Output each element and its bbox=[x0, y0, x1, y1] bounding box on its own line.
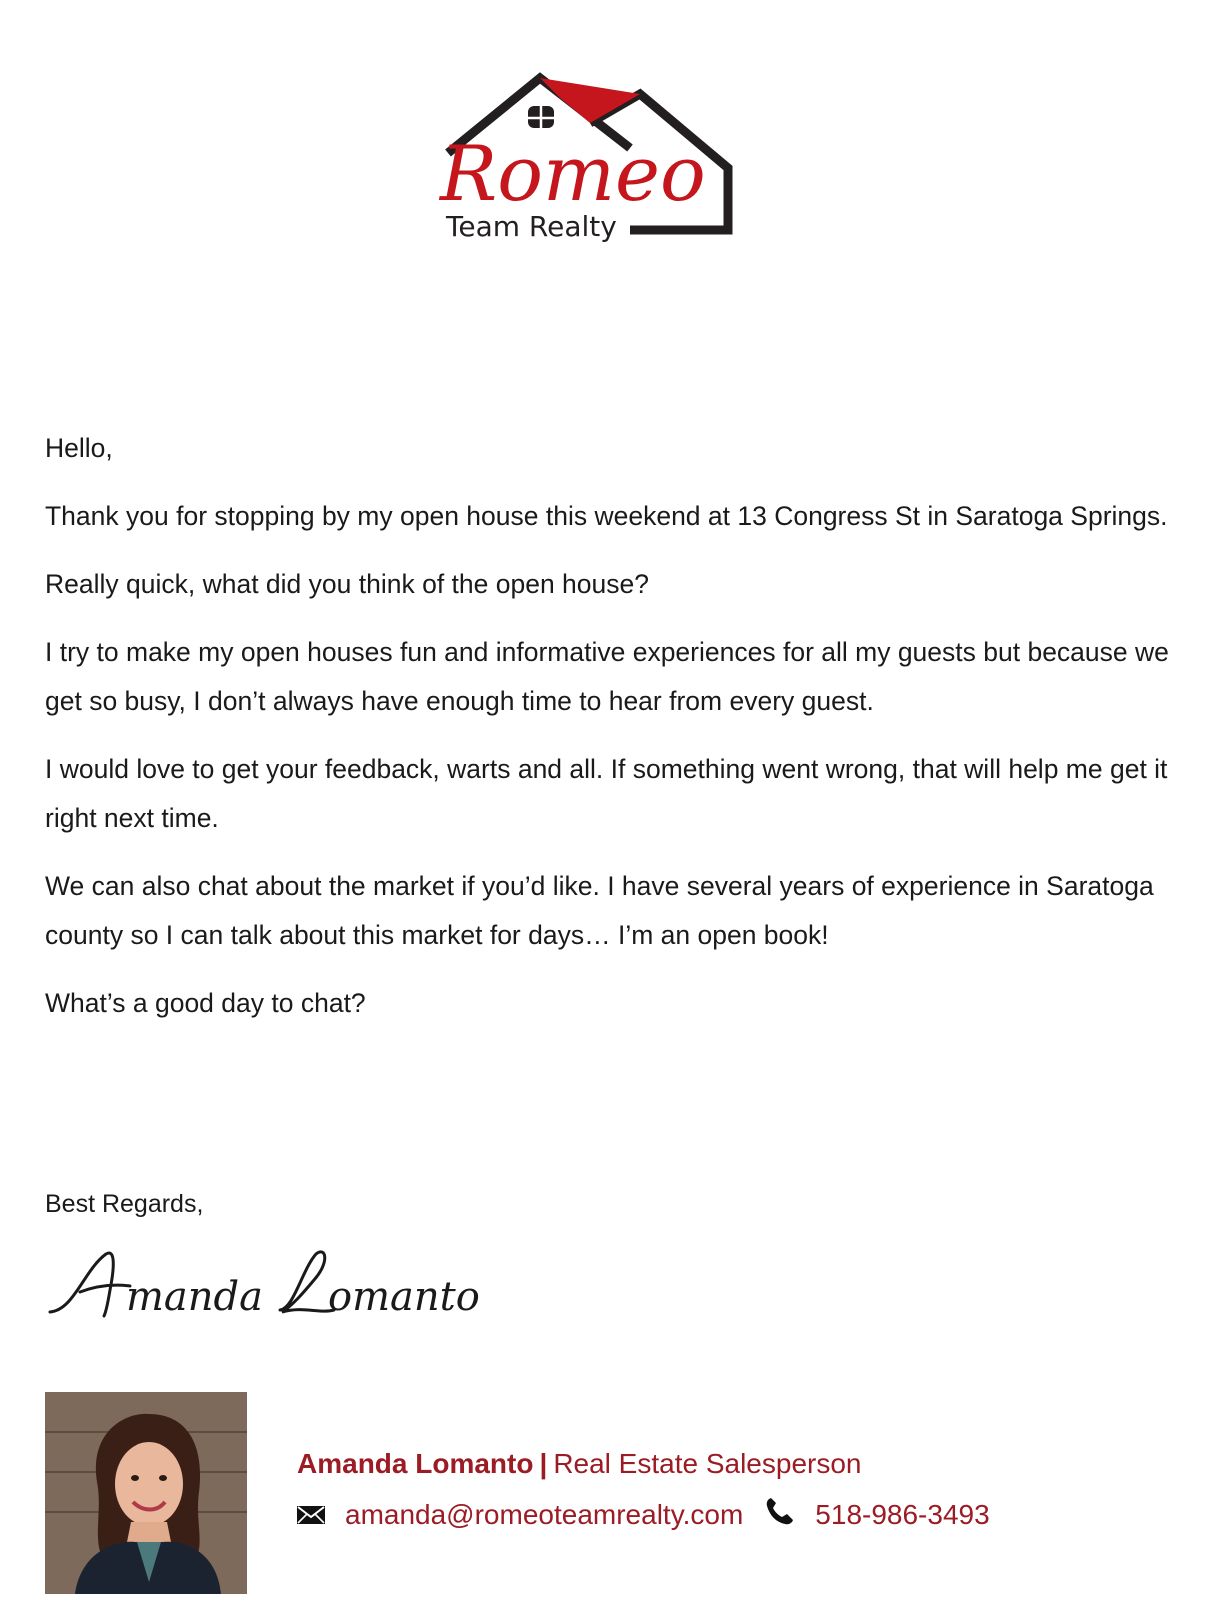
company-logo bbox=[440, 68, 770, 258]
svg-text:omanto: omanto bbox=[328, 1274, 480, 1320]
letter-body bbox=[45, 424, 1180, 1047]
envelope-icon bbox=[297, 1499, 325, 1531]
email-link[interactable]: amanda@romeoteamrealty.com bbox=[345, 1498, 744, 1530]
paragraph-4: I would love to get your feedback, warts and all. If something went wrong, that will help me get it right next time. bbox=[45, 754, 1168, 833]
signature-line bbox=[297, 1448, 862, 1480]
handwritten-signature bbox=[44, 1240, 480, 1330]
greeting: Hello, bbox=[45, 433, 113, 463]
logo-tagline-text: Team Realty bbox=[446, 210, 617, 243]
phone-icon bbox=[765, 1496, 795, 1533]
house-logo-graphic bbox=[440, 68, 770, 258]
closing-text: Best Regards, bbox=[45, 1190, 204, 1218]
agent-name: Amanda Lomanto bbox=[297, 1448, 534, 1479]
paragraph-1: Thank you for stopping by my open house this weekend at 13 Congress St in Saratoga Springs. bbox=[45, 501, 1168, 531]
phone-link[interactable]: 518-986-3493 bbox=[815, 1498, 990, 1530]
name-title-separator: | bbox=[539, 1448, 548, 1479]
contact-row bbox=[297, 1496, 990, 1533]
agent-photo bbox=[45, 1392, 247, 1594]
logo-brand-text: Romeo bbox=[440, 129, 706, 218]
avatar bbox=[45, 1392, 247, 1594]
paragraph-3: I try to make my open houses fun and informative experiences for all my guests but because we get so busy, I don’t always have enough time to hear from every guest. bbox=[45, 637, 1169, 716]
signature-graphic bbox=[44, 1240, 480, 1330]
paragraph-6: What’s a good day to chat? bbox=[45, 988, 366, 1018]
svg-text:manda: manda bbox=[126, 1274, 263, 1320]
paragraph-5: We can also chat about the market if you’d like. I have several years of experience in Saratoga county so I can talk about this market for days… I’m an open book! bbox=[45, 871, 1154, 950]
paragraph-2: Really quick, what did you think of the open house? bbox=[45, 569, 650, 599]
agent-title: Real Estate Salesperson bbox=[553, 1448, 862, 1479]
